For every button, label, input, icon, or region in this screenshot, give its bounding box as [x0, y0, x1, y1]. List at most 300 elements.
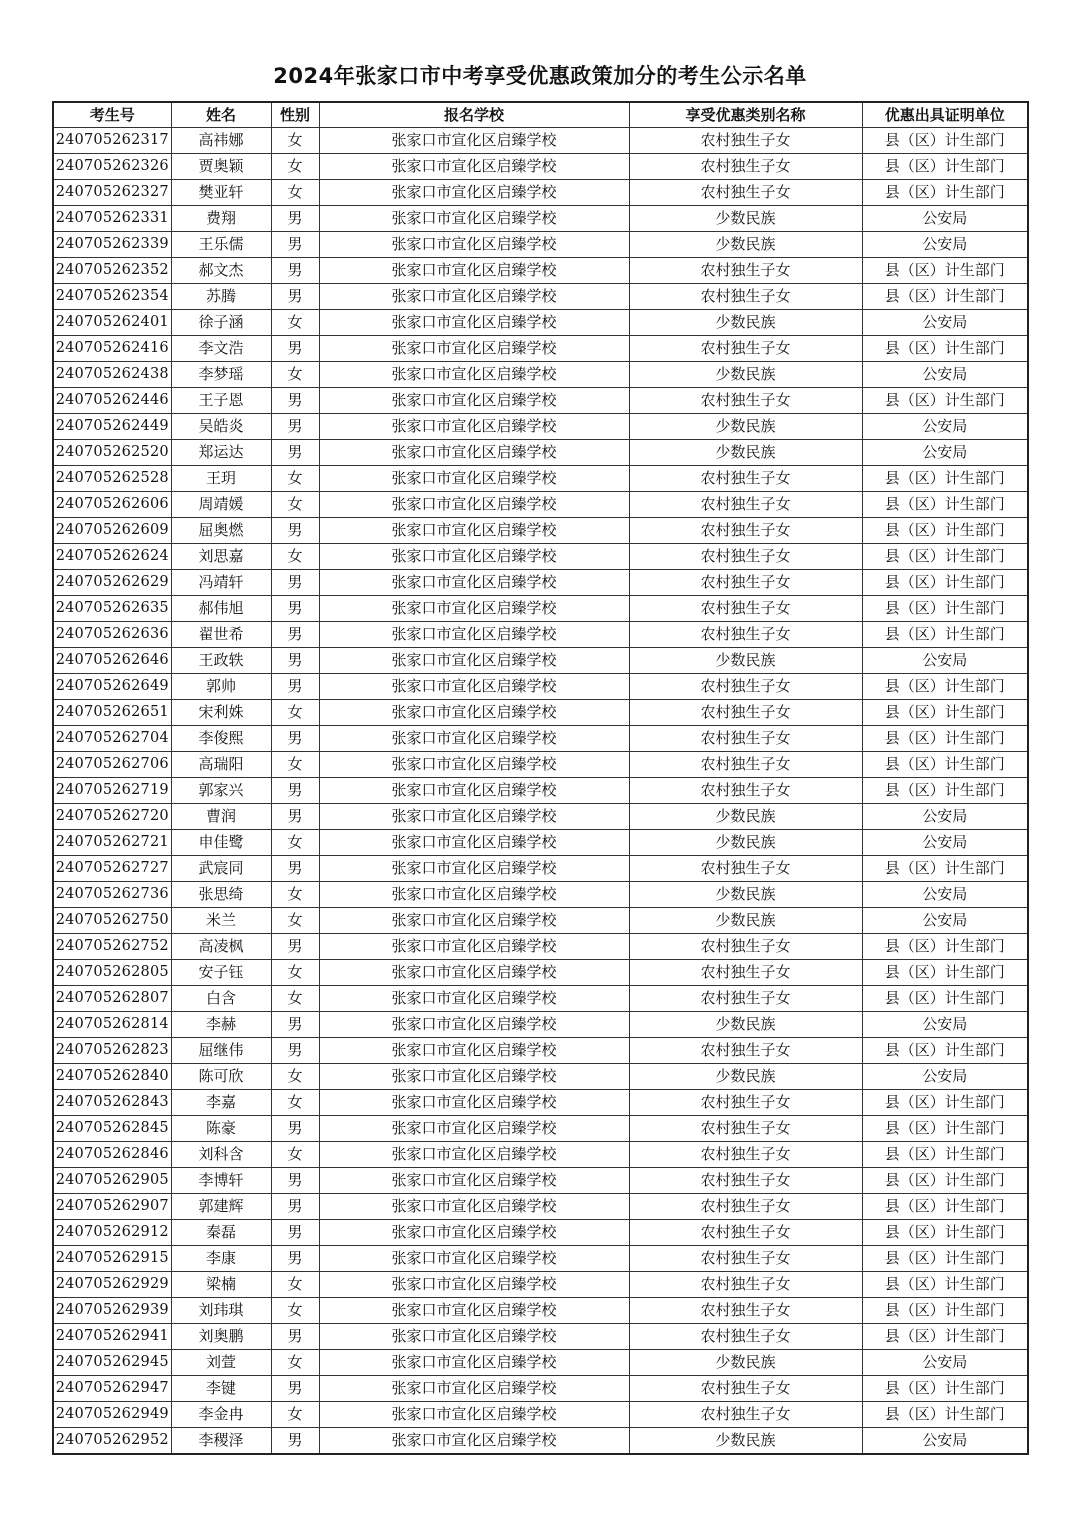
cell-gender: 女 — [271, 700, 319, 726]
cell-policy-category: 农村独生子女 — [629, 492, 862, 518]
cell-gender: 女 — [271, 466, 319, 492]
table-row — [53, 778, 1028, 804]
cell-name: 屈继伟 — [171, 1038, 271, 1064]
cell-exam-id: 240705262945 — [53, 1350, 171, 1376]
cell-policy-category: 农村独生子女 — [629, 960, 862, 986]
cell-gender: 女 — [271, 1272, 319, 1298]
table-row — [53, 1012, 1028, 1038]
cell-policy-category: 农村独生子女 — [629, 1194, 862, 1220]
cell-school: 张家口市宣化区启臻学校 — [319, 1168, 629, 1194]
cell-school: 张家口市宣化区启臻学校 — [319, 232, 629, 258]
cell-gender: 男 — [271, 648, 319, 674]
cell-policy-category: 农村独生子女 — [629, 258, 862, 284]
table-row — [53, 700, 1028, 726]
table-row — [53, 258, 1028, 284]
cell-name: 樊亚轩 — [171, 180, 271, 206]
cell-gender: 男 — [271, 622, 319, 648]
cell-certifying-unit: 公安局 — [862, 362, 1028, 388]
cell-policy-category: 少数民族 — [629, 882, 862, 908]
cell-school: 张家口市宣化区启臻学校 — [319, 830, 629, 856]
table-row — [53, 1350, 1028, 1376]
cell-school: 张家口市宣化区启臻学校 — [319, 986, 629, 1012]
cell-school: 张家口市宣化区启臻学校 — [319, 1090, 629, 1116]
cell-policy-category: 农村独生子女 — [629, 1116, 862, 1142]
cell-exam-id: 240705262317 — [53, 128, 171, 154]
cell-certifying-unit: 县（区）计生部门 — [862, 934, 1028, 960]
cell-name: 陈豪 — [171, 1116, 271, 1142]
cell-school: 张家口市宣化区启臻学校 — [319, 1324, 629, 1350]
cell-certifying-unit: 公安局 — [862, 648, 1028, 674]
cell-school: 张家口市宣化区启臻学校 — [319, 206, 629, 232]
column-header-policy-category: 享受优惠类别名称 — [629, 102, 862, 128]
cell-name: 白含 — [171, 986, 271, 1012]
cell-name: 屈奥燃 — [171, 518, 271, 544]
cell-gender: 男 — [271, 856, 319, 882]
cell-exam-id: 240705262807 — [53, 986, 171, 1012]
table-row — [53, 1402, 1028, 1428]
cell-exam-id: 240705262354 — [53, 284, 171, 310]
cell-exam-id: 240705262752 — [53, 934, 171, 960]
cell-certifying-unit: 县（区）计生部门 — [862, 1246, 1028, 1272]
cell-school: 张家口市宣化区启臻学校 — [319, 362, 629, 388]
cell-policy-category: 农村独生子女 — [629, 154, 862, 180]
cell-exam-id: 240705262929 — [53, 1272, 171, 1298]
table-row — [53, 1064, 1028, 1090]
cell-exam-id: 240705262706 — [53, 752, 171, 778]
cell-name: 李键 — [171, 1376, 271, 1402]
cell-exam-id: 240705262843 — [53, 1090, 171, 1116]
cell-exam-id: 240705262704 — [53, 726, 171, 752]
cell-policy-category: 农村独生子女 — [629, 700, 862, 726]
cell-policy-category: 农村独生子女 — [629, 726, 862, 752]
cell-certifying-unit: 公安局 — [862, 1012, 1028, 1038]
cell-school: 张家口市宣化区启臻学校 — [319, 778, 629, 804]
cell-policy-category: 农村独生子女 — [629, 622, 862, 648]
cell-name: 刘萱 — [171, 1350, 271, 1376]
cell-certifying-unit: 县（区）计生部门 — [862, 1272, 1028, 1298]
table-row — [53, 882, 1028, 908]
cell-policy-category: 农村独生子女 — [629, 1142, 862, 1168]
table-row — [53, 986, 1028, 1012]
cell-exam-id: 240705262915 — [53, 1246, 171, 1272]
cell-name: 李赫 — [171, 1012, 271, 1038]
cell-policy-category: 农村独生子女 — [629, 934, 862, 960]
cell-certifying-unit: 县（区）计生部门 — [862, 960, 1028, 986]
table-row — [53, 1428, 1028, 1455]
cell-gender: 女 — [271, 492, 319, 518]
cell-certifying-unit: 县（区）计生部门 — [862, 674, 1028, 700]
cell-certifying-unit: 县（区）计生部门 — [862, 1038, 1028, 1064]
table-row — [53, 388, 1028, 414]
cell-exam-id: 240705262750 — [53, 908, 171, 934]
cell-name: 王乐儒 — [171, 232, 271, 258]
cell-school: 张家口市宣化区启臻学校 — [319, 544, 629, 570]
cell-gender: 男 — [271, 518, 319, 544]
cell-school: 张家口市宣化区启臻学校 — [319, 882, 629, 908]
cell-certifying-unit: 县（区）计生部门 — [862, 1168, 1028, 1194]
cell-school: 张家口市宣化区启臻学校 — [319, 1220, 629, 1246]
cell-exam-id: 240705262326 — [53, 154, 171, 180]
cell-exam-id: 240705262609 — [53, 518, 171, 544]
cell-exam-id: 240705262846 — [53, 1142, 171, 1168]
cell-exam-id: 240705262636 — [53, 622, 171, 648]
cell-gender: 女 — [271, 362, 319, 388]
cell-name: 梁楠 — [171, 1272, 271, 1298]
cell-school: 张家口市宣化区启臻学校 — [319, 856, 629, 882]
cell-school: 张家口市宣化区启臻学校 — [319, 1116, 629, 1142]
cell-policy-category: 农村独生子女 — [629, 1246, 862, 1272]
cell-certifying-unit: 县（区）计生部门 — [862, 856, 1028, 882]
cell-policy-category: 农村独生子女 — [629, 1272, 862, 1298]
cell-policy-category: 少数民族 — [629, 908, 862, 934]
cell-certifying-unit: 县（区）计生部门 — [862, 1376, 1028, 1402]
table-row — [53, 284, 1028, 310]
column-header-gender: 性别 — [271, 102, 319, 128]
cell-certifying-unit: 县（区）计生部门 — [862, 596, 1028, 622]
cell-certifying-unit: 县（区）计生部门 — [862, 258, 1028, 284]
cell-name: 米兰 — [171, 908, 271, 934]
cell-policy-category: 农村独生子女 — [629, 1402, 862, 1428]
cell-certifying-unit: 县（区）计生部门 — [862, 570, 1028, 596]
cell-school: 张家口市宣化区启臻学校 — [319, 492, 629, 518]
cell-name: 申佳鹭 — [171, 830, 271, 856]
cell-gender: 女 — [271, 830, 319, 856]
cell-exam-id: 240705262823 — [53, 1038, 171, 1064]
cell-name: 李嘉 — [171, 1090, 271, 1116]
cell-gender: 男 — [271, 778, 319, 804]
cell-certifying-unit: 公安局 — [862, 1350, 1028, 1376]
cell-name: 郭家兴 — [171, 778, 271, 804]
cell-school: 张家口市宣化区启臻学校 — [319, 1194, 629, 1220]
cell-certifying-unit: 县（区）计生部门 — [862, 388, 1028, 414]
cell-name: 刘科含 — [171, 1142, 271, 1168]
cell-gender: 男 — [271, 336, 319, 362]
cell-name: 王子恩 — [171, 388, 271, 414]
cell-policy-category: 少数民族 — [629, 1012, 862, 1038]
table-row — [53, 934, 1028, 960]
cell-exam-id: 240705262840 — [53, 1064, 171, 1090]
cell-policy-category: 少数民族 — [629, 1428, 862, 1455]
cell-name: 苏腾 — [171, 284, 271, 310]
cell-certifying-unit: 公安局 — [862, 908, 1028, 934]
cell-policy-category: 少数民族 — [629, 1064, 862, 1090]
cell-name: 李金冉 — [171, 1402, 271, 1428]
cell-gender: 男 — [271, 206, 319, 232]
cell-name: 徐子涵 — [171, 310, 271, 336]
cell-policy-category: 农村独生子女 — [629, 1168, 862, 1194]
cell-gender: 男 — [271, 570, 319, 596]
cell-exam-id: 240705262520 — [53, 440, 171, 466]
cell-name: 秦磊 — [171, 1220, 271, 1246]
cell-school: 张家口市宣化区启臻学校 — [319, 596, 629, 622]
cell-name: 曹润 — [171, 804, 271, 830]
table-row — [53, 1038, 1028, 1064]
cell-exam-id: 240705262952 — [53, 1428, 171, 1455]
cell-name: 李稷泽 — [171, 1428, 271, 1455]
cell-school: 张家口市宣化区启臻学校 — [319, 414, 629, 440]
cell-name: 李博轩 — [171, 1168, 271, 1194]
table-body — [53, 128, 1028, 1455]
cell-exam-id: 240705262635 — [53, 596, 171, 622]
cell-exam-id: 240705262646 — [53, 648, 171, 674]
cell-certifying-unit: 县（区）计生部门 — [862, 544, 1028, 570]
cell-certifying-unit: 县（区）计生部门 — [862, 180, 1028, 206]
cell-gender: 女 — [271, 986, 319, 1012]
cell-gender: 女 — [271, 180, 319, 206]
cell-school: 张家口市宣化区启臻学校 — [319, 960, 629, 986]
cell-policy-category: 农村独生子女 — [629, 1298, 862, 1324]
cell-gender: 女 — [271, 1142, 319, 1168]
cell-school: 张家口市宣化区启臻学校 — [319, 1376, 629, 1402]
cell-name: 郝伟旭 — [171, 596, 271, 622]
cell-exam-id: 240705262401 — [53, 310, 171, 336]
cell-exam-id: 240705262947 — [53, 1376, 171, 1402]
cell-school: 张家口市宣化区启臻学校 — [319, 336, 629, 362]
table-row — [53, 518, 1028, 544]
column-header-name: 姓名 — [171, 102, 271, 128]
table-row — [53, 310, 1028, 336]
table-row — [53, 1376, 1028, 1402]
cell-name: 郝文杰 — [171, 258, 271, 284]
table-row — [53, 856, 1028, 882]
candidate-table — [52, 101, 1029, 1455]
cell-policy-category: 少数民族 — [629, 830, 862, 856]
cell-name: 高瑞阳 — [171, 752, 271, 778]
cell-exam-id: 240705262905 — [53, 1168, 171, 1194]
cell-name: 高凌枫 — [171, 934, 271, 960]
column-header-certifying-unit: 优惠出具证明单位 — [862, 102, 1028, 128]
cell-policy-category: 农村独生子女 — [629, 1038, 862, 1064]
cell-school: 张家口市宣化区启臻学校 — [319, 1272, 629, 1298]
cell-policy-category: 农村独生子女 — [629, 466, 862, 492]
cell-school: 张家口市宣化区启臻学校 — [319, 1298, 629, 1324]
cell-name: 李俊熙 — [171, 726, 271, 752]
cell-policy-category: 农村独生子女 — [629, 1220, 862, 1246]
cell-certifying-unit: 县（区）计生部门 — [862, 1116, 1028, 1142]
cell-exam-id: 240705262949 — [53, 1402, 171, 1428]
cell-certifying-unit: 县（区）计生部门 — [862, 752, 1028, 778]
table-row — [53, 440, 1028, 466]
cell-certifying-unit: 县（区）计生部门 — [862, 518, 1028, 544]
page-title: 2024年张家口市中考享受优惠政策加分的考生公示名单 — [273, 64, 807, 88]
cell-certifying-unit: 公安局 — [862, 804, 1028, 830]
cell-policy-category: 农村独生子女 — [629, 518, 862, 544]
cell-school: 张家口市宣化区启臻学校 — [319, 466, 629, 492]
cell-policy-category: 农村独生子女 — [629, 180, 862, 206]
cell-certifying-unit: 县（区）计生部门 — [862, 778, 1028, 804]
cell-certifying-unit: 县（区）计生部门 — [862, 336, 1028, 362]
cell-name: 刘思嘉 — [171, 544, 271, 570]
cell-gender: 女 — [271, 1350, 319, 1376]
cell-school: 张家口市宣化区启臻学校 — [319, 1246, 629, 1272]
cell-policy-category: 农村独生子女 — [629, 336, 862, 362]
cell-certifying-unit: 公安局 — [862, 206, 1028, 232]
cell-exam-id: 240705262327 — [53, 180, 171, 206]
cell-certifying-unit: 公安局 — [862, 414, 1028, 440]
table-row — [53, 570, 1028, 596]
cell-gender: 男 — [271, 1220, 319, 1246]
cell-school: 张家口市宣化区启臻学校 — [319, 440, 629, 466]
cell-exam-id: 240705262727 — [53, 856, 171, 882]
cell-exam-id: 240705262331 — [53, 206, 171, 232]
cell-gender: 男 — [271, 1246, 319, 1272]
cell-policy-category: 农村独生子女 — [629, 778, 862, 804]
cell-policy-category: 少数民族 — [629, 648, 862, 674]
table-row — [53, 622, 1028, 648]
cell-school: 张家口市宣化区启臻学校 — [319, 128, 629, 154]
cell-name: 李文浩 — [171, 336, 271, 362]
table-row — [53, 596, 1028, 622]
cell-certifying-unit: 县（区）计生部门 — [862, 700, 1028, 726]
table-header — [53, 102, 1028, 128]
cell-exam-id: 240705262736 — [53, 882, 171, 908]
cell-school: 张家口市宣化区启臻学校 — [319, 388, 629, 414]
cell-exam-id: 240705262720 — [53, 804, 171, 830]
cell-certifying-unit: 县（区）计生部门 — [862, 1194, 1028, 1220]
cell-gender: 男 — [271, 674, 319, 700]
cell-exam-id: 240705262438 — [53, 362, 171, 388]
cell-school: 张家口市宣化区启臻学校 — [319, 310, 629, 336]
cell-certifying-unit: 县（区）计生部门 — [862, 154, 1028, 180]
table-row — [53, 414, 1028, 440]
cell-name: 翟世希 — [171, 622, 271, 648]
cell-policy-category: 农村独生子女 — [629, 128, 862, 154]
table-row — [53, 232, 1028, 258]
table-row — [53, 1168, 1028, 1194]
table-row — [53, 1246, 1028, 1272]
table-row — [53, 1142, 1028, 1168]
cell-name: 冯靖轩 — [171, 570, 271, 596]
table-row — [53, 674, 1028, 700]
cell-certifying-unit: 县（区）计生部门 — [862, 1220, 1028, 1246]
cell-gender: 男 — [271, 1038, 319, 1064]
cell-gender: 男 — [271, 804, 319, 830]
cell-certifying-unit: 县（区）计生部门 — [862, 284, 1028, 310]
cell-gender: 男 — [271, 1324, 319, 1350]
cell-name: 李康 — [171, 1246, 271, 1272]
cell-name: 贾奥颖 — [171, 154, 271, 180]
column-header-school: 报名学校 — [319, 102, 629, 128]
cell-certifying-unit: 县（区）计生部门 — [862, 1142, 1028, 1168]
cell-gender: 女 — [271, 310, 319, 336]
cell-gender: 女 — [271, 1090, 319, 1116]
cell-gender: 男 — [271, 726, 319, 752]
cell-school: 张家口市宣化区启臻学校 — [319, 1402, 629, 1428]
cell-certifying-unit: 公安局 — [862, 1064, 1028, 1090]
table-row — [53, 466, 1028, 492]
cell-name: 周靖媛 — [171, 492, 271, 518]
cell-exam-id: 240705262446 — [53, 388, 171, 414]
cell-exam-id: 240705262416 — [53, 336, 171, 362]
cell-certifying-unit: 县（区）计生部门 — [862, 492, 1028, 518]
cell-exam-id: 240705262912 — [53, 1220, 171, 1246]
cell-policy-category: 少数民族 — [629, 310, 862, 336]
cell-certifying-unit: 县（区）计生部门 — [862, 1402, 1028, 1428]
cell-gender: 男 — [271, 414, 319, 440]
table-row — [53, 1298, 1028, 1324]
cell-name: 武宸同 — [171, 856, 271, 882]
table-row — [53, 908, 1028, 934]
table-row — [53, 1220, 1028, 1246]
cell-certifying-unit: 公安局 — [862, 1428, 1028, 1455]
cell-name: 安子钰 — [171, 960, 271, 986]
cell-policy-category: 农村独生子女 — [629, 674, 862, 700]
cell-school: 张家口市宣化区启臻学校 — [319, 648, 629, 674]
cell-name: 李梦瑶 — [171, 362, 271, 388]
cell-gender: 男 — [271, 232, 319, 258]
cell-certifying-unit: 县（区）计生部门 — [862, 726, 1028, 752]
cell-certifying-unit: 县（区）计生部门 — [862, 986, 1028, 1012]
cell-policy-category: 少数民族 — [629, 1350, 862, 1376]
cell-policy-category: 农村独生子女 — [629, 596, 862, 622]
cell-policy-category: 农村独生子女 — [629, 570, 862, 596]
cell-exam-id: 240705262339 — [53, 232, 171, 258]
cell-certifying-unit: 公安局 — [862, 232, 1028, 258]
cell-name: 郭帅 — [171, 674, 271, 700]
table-row — [53, 180, 1028, 206]
cell-policy-category: 农村独生子女 — [629, 1324, 862, 1350]
cell-exam-id: 240705262606 — [53, 492, 171, 518]
table-row — [53, 336, 1028, 362]
cell-name: 郭建辉 — [171, 1194, 271, 1220]
table-row — [53, 1194, 1028, 1220]
cell-certifying-unit: 公安局 — [862, 310, 1028, 336]
cell-name: 宋利姝 — [171, 700, 271, 726]
cell-gender: 男 — [271, 596, 319, 622]
cell-gender: 女 — [271, 154, 319, 180]
cell-policy-category: 农村独生子女 — [629, 1090, 862, 1116]
cell-school: 张家口市宣化区启臻学校 — [319, 1038, 629, 1064]
table-row — [53, 804, 1028, 830]
cell-gender: 男 — [271, 1376, 319, 1402]
cell-name: 刘奥鹏 — [171, 1324, 271, 1350]
cell-certifying-unit: 县（区）计生部门 — [862, 622, 1028, 648]
cell-certifying-unit: 县（区）计生部门 — [862, 1324, 1028, 1350]
cell-certifying-unit: 公安局 — [862, 440, 1028, 466]
cell-exam-id: 240705262907 — [53, 1194, 171, 1220]
cell-school: 张家口市宣化区启臻学校 — [319, 934, 629, 960]
cell-name: 费翔 — [171, 206, 271, 232]
table-row — [53, 830, 1028, 856]
cell-policy-category: 农村独生子女 — [629, 1376, 862, 1402]
table-row — [53, 648, 1028, 674]
cell-policy-category: 农村独生子女 — [629, 284, 862, 310]
cell-school: 张家口市宣化区启臻学校 — [319, 258, 629, 284]
cell-exam-id: 240705262651 — [53, 700, 171, 726]
header-row — [53, 102, 1028, 128]
table-row — [53, 960, 1028, 986]
cell-name: 郑运达 — [171, 440, 271, 466]
cell-certifying-unit: 县（区）计生部门 — [862, 1090, 1028, 1116]
cell-school: 张家口市宣化区启臻学校 — [319, 804, 629, 830]
cell-name: 陈可欣 — [171, 1064, 271, 1090]
cell-school: 张家口市宣化区启臻学校 — [319, 284, 629, 310]
cell-school: 张家口市宣化区启臻学校 — [319, 180, 629, 206]
cell-gender: 男 — [271, 1428, 319, 1455]
cell-gender: 男 — [271, 934, 319, 960]
cell-policy-category: 农村独生子女 — [629, 388, 862, 414]
cell-school: 张家口市宣化区启臻学校 — [319, 154, 629, 180]
cell-name: 高祎娜 — [171, 128, 271, 154]
cell-gender: 男 — [271, 284, 319, 310]
cell-policy-category: 农村独生子女 — [629, 752, 862, 778]
cell-exam-id: 240705262719 — [53, 778, 171, 804]
cell-exam-id: 240705262449 — [53, 414, 171, 440]
cell-exam-id: 240705262629 — [53, 570, 171, 596]
cell-school: 张家口市宣化区启臻学校 — [319, 1064, 629, 1090]
cell-certifying-unit: 公安局 — [862, 882, 1028, 908]
table-row — [53, 492, 1028, 518]
